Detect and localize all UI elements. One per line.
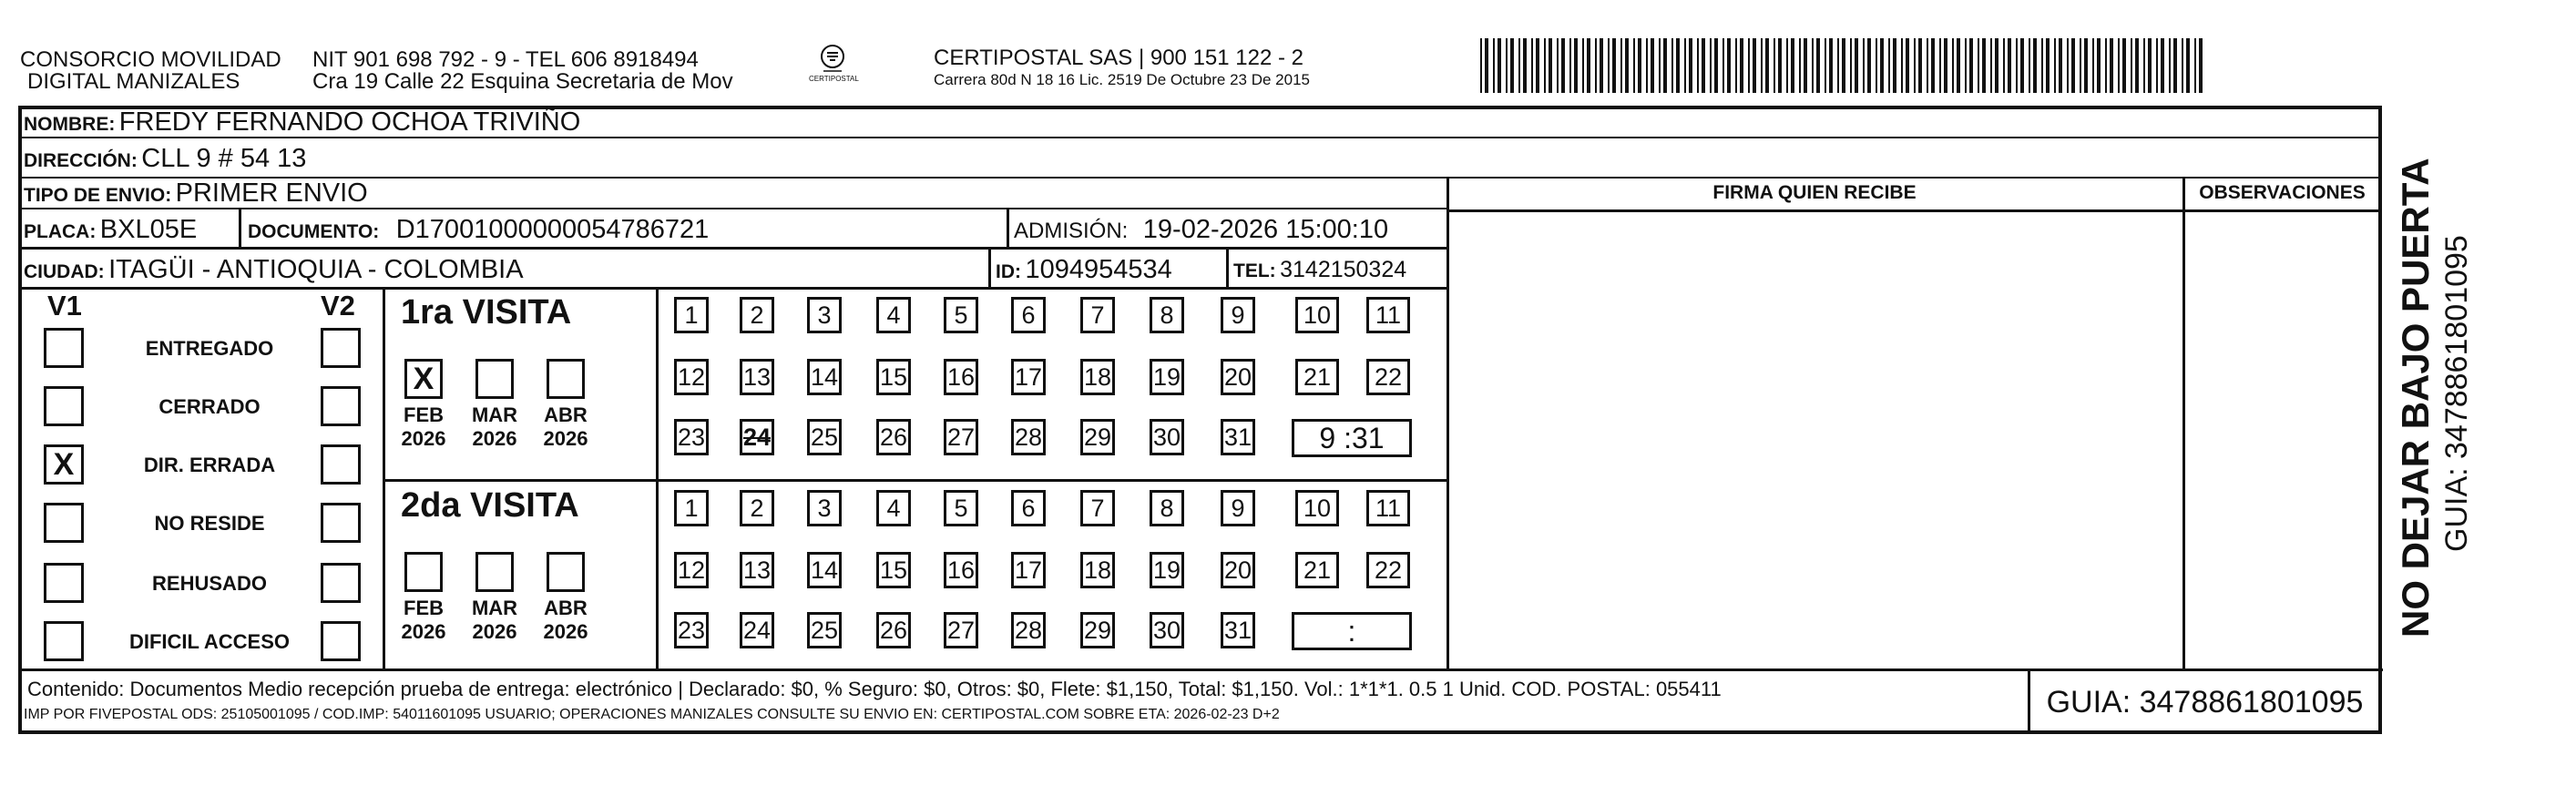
day-box[interactable]: 18 bbox=[1080, 552, 1115, 588]
barcode-bar bbox=[2029, 38, 2030, 93]
barcode-bar bbox=[1850, 38, 1852, 93]
day-box[interactable]: 29 bbox=[1080, 419, 1115, 455]
v2-label: V2 bbox=[321, 290, 355, 321]
day-box[interactable]: 1 bbox=[674, 490, 709, 526]
barcode-bar bbox=[1880, 38, 1884, 93]
barcode-bar bbox=[2156, 38, 2158, 93]
month-name: MAR bbox=[471, 597, 518, 619]
v2-checkbox[interactable] bbox=[321, 621, 361, 661]
day-box[interactable]: 7 bbox=[1080, 297, 1115, 333]
day-box[interactable]: 27 bbox=[944, 419, 978, 455]
day-box[interactable]: 15 bbox=[876, 359, 911, 395]
barcode-bar bbox=[2173, 38, 2177, 93]
barcode-bar bbox=[1697, 38, 1699, 93]
barcode-bar bbox=[1544, 38, 1546, 93]
barcode-bar bbox=[1740, 38, 1743, 93]
barcode-bar bbox=[1625, 38, 1629, 93]
day-box[interactable]: 22 bbox=[1366, 552, 1410, 588]
v2-checkbox[interactable] bbox=[321, 503, 361, 543]
admission-label: ADMISIÓN: bbox=[1014, 219, 1129, 243]
barcode-bar bbox=[1799, 38, 1801, 93]
barcode-bar bbox=[1561, 38, 1565, 93]
city-label: CIUDAD: bbox=[24, 261, 105, 282]
day-box[interactable]: 5 bbox=[944, 490, 978, 526]
month-checkbox[interactable] bbox=[475, 552, 514, 592]
day-box[interactable]: 9 bbox=[1221, 490, 1255, 526]
barcode bbox=[1480, 38, 2209, 93]
nit-line: NIT 901 698 792 - 9 - TEL 606 8918494 bbox=[312, 47, 699, 72]
divider bbox=[988, 250, 991, 290]
side-guia: GUIA: 3478861801095 bbox=[2439, 235, 2474, 552]
day-box[interactable]: 19 bbox=[1150, 552, 1184, 588]
month-name: MAR bbox=[471, 403, 518, 426]
day-box[interactable]: 7 bbox=[1080, 490, 1115, 526]
name-row bbox=[20, 107, 2382, 138]
barcode-bar bbox=[2161, 38, 2164, 93]
day-box[interactable]: 30 bbox=[1150, 612, 1184, 648]
imp-line: IMP POR FIVEPOSTAL ODS: 25105001095 / COD.IMP: 54011601095 USUARIO; OPERACIONES MANIZALES CONSULTE SU ENVIO EN: CERTIPOSTAL.COM SOBRE ETA: 2026-02-23 D+2 bbox=[24, 707, 1280, 722]
v1-checkbox[interactable] bbox=[44, 386, 84, 426]
status-label: CERRADO bbox=[158, 395, 261, 418]
barcode-bar bbox=[1549, 38, 1552, 93]
day-box[interactable]: 18 bbox=[1080, 359, 1115, 395]
barcode-bar bbox=[1748, 38, 1750, 93]
barcode-bar bbox=[1710, 38, 1712, 93]
day-box[interactable]: 23 bbox=[674, 419, 709, 455]
barcode-bar bbox=[1876, 38, 1877, 93]
second-visit-title: 2da VISITA bbox=[401, 486, 579, 525]
barcode-bar bbox=[1506, 38, 1508, 93]
barcode-bar bbox=[1978, 38, 1979, 93]
barcode-bar bbox=[2092, 38, 2094, 93]
day-box[interactable]: 2 bbox=[740, 297, 774, 333]
contents-line: Contenido: Documentos Medio recepción prueba de entrega: electrónico | Declarado: $0, % Seguro: $0, Otros: $0, Flete: $1,150, Total: $1,150. Vol.: 1*1*1. 0.5 1 Unid. COD. POSTAL: 055411 bbox=[27, 678, 1722, 700]
barcode-bar bbox=[1863, 38, 1865, 93]
day-box[interactable]: 24 bbox=[740, 612, 774, 648]
barcode-bar bbox=[2046, 38, 2050, 93]
barcode-bar bbox=[1684, 38, 1686, 93]
day-box[interactable]: 16 bbox=[944, 552, 978, 588]
barcode-bar bbox=[1531, 38, 1533, 93]
day-box[interactable]: 6 bbox=[1011, 297, 1046, 333]
certipostal-logo-icon bbox=[814, 44, 851, 75]
barcode-bar bbox=[1791, 38, 1794, 93]
barcode-bar bbox=[2143, 38, 2145, 93]
barcode-bar bbox=[1536, 38, 1539, 93]
signature-area[interactable] bbox=[1450, 213, 2179, 665]
column-header-divider bbox=[1446, 209, 2382, 212]
company-address: Cra 19 Calle 22 Esquina Secretaria de Mov bbox=[312, 69, 733, 94]
barcode-bar bbox=[1671, 38, 1673, 93]
plate-value: BXL05E bbox=[99, 215, 198, 244]
barcode-bar bbox=[1965, 38, 1967, 93]
barcode-bar bbox=[1918, 38, 1922, 93]
barcode-bar bbox=[2054, 38, 2056, 93]
tel-field bbox=[1233, 257, 1406, 283]
guia-box: GUIA: 3478861801095 bbox=[2046, 685, 2364, 719]
barcode-bar bbox=[1722, 38, 1724, 93]
document-field bbox=[248, 215, 709, 245]
barcode-bar bbox=[1676, 38, 1680, 93]
day-box[interactable]: 15 bbox=[876, 552, 911, 588]
barcode-bar bbox=[1931, 38, 1935, 93]
barcode-bar bbox=[2110, 38, 2113, 93]
signature-column-divider bbox=[1446, 179, 1449, 668]
day-box[interactable]: 25 bbox=[807, 612, 842, 648]
barcode-bar bbox=[2169, 38, 2171, 93]
barcode-bar bbox=[2067, 38, 2069, 93]
barcode-bar bbox=[1518, 38, 1520, 93]
barcode-bar bbox=[1804, 38, 1807, 93]
visit-separator bbox=[383, 479, 1446, 482]
day-box[interactable]: 17 bbox=[1011, 359, 1046, 395]
barcode-bar bbox=[1689, 38, 1692, 93]
barcode-bar bbox=[1927, 38, 1928, 93]
v1-checkbox[interactable] bbox=[44, 621, 84, 661]
barcode-bar bbox=[1969, 38, 1973, 93]
barcode-bar bbox=[1939, 38, 1941, 93]
day-box[interactable]: 26 bbox=[876, 612, 911, 648]
address-label: DIRECCIÓN: bbox=[24, 150, 138, 171]
barcode-bar bbox=[1582, 38, 1584, 93]
v1-checkbox[interactable] bbox=[44, 503, 84, 543]
barcode-bar bbox=[2122, 38, 2126, 93]
barcode-bar bbox=[1659, 38, 1661, 93]
tel-value: 3142150324 bbox=[1280, 257, 1407, 282]
plate-label: PLACA: bbox=[24, 221, 97, 242]
barcode-bar bbox=[2016, 38, 2018, 93]
day-box[interactable]: 3 bbox=[807, 297, 842, 333]
status-label: NO RESIDE bbox=[154, 512, 265, 535]
barcode-bar bbox=[1608, 38, 1610, 93]
status-label: DIR. ERRADA bbox=[143, 454, 276, 476]
day-box[interactable]: 14 bbox=[807, 552, 842, 588]
day-box[interactable]: 9 bbox=[1221, 297, 1255, 333]
status-label: REHUSADO bbox=[152, 572, 267, 595]
v2-checkbox[interactable] bbox=[321, 444, 361, 485]
month-name: FEB bbox=[404, 403, 444, 426]
day-box[interactable]: 13 bbox=[740, 552, 774, 588]
observations-area[interactable] bbox=[2186, 213, 2379, 665]
shipping-label: TIPO DE ENVIO: bbox=[24, 185, 172, 206]
barcode-bar bbox=[1761, 38, 1763, 93]
barcode-bar bbox=[2041, 38, 2043, 93]
carrier-line1: CERTIPOSTAL SAS | 900 151 122 - 2 bbox=[934, 46, 1303, 70]
month-checkbox[interactable] bbox=[475, 359, 514, 399]
day-box[interactable]: 10 bbox=[1295, 297, 1339, 333]
v1-checkbox[interactable] bbox=[44, 328, 84, 368]
barcode-bar bbox=[1498, 38, 1501, 93]
day-box[interactable]: 27 bbox=[944, 612, 978, 648]
barcode-bar bbox=[1574, 38, 1578, 93]
shipping-row bbox=[20, 179, 1448, 209]
day-box[interactable]: 4 bbox=[876, 490, 911, 526]
v2-checkbox[interactable] bbox=[321, 328, 361, 368]
month-name: ABR bbox=[544, 403, 588, 426]
month-checkbox[interactable] bbox=[547, 552, 585, 592]
v1-checkbox[interactable]: X bbox=[44, 444, 84, 485]
barcode-bar bbox=[1735, 38, 1737, 93]
barcode-bar bbox=[1569, 38, 1571, 93]
barcode-bar bbox=[2097, 38, 2101, 93]
name-label: NOMBRE: bbox=[24, 114, 116, 135]
barcode-bar bbox=[1587, 38, 1590, 93]
day-box[interactable]: 6 bbox=[1011, 490, 1046, 526]
barcode-bar bbox=[2118, 38, 2120, 93]
barcode-bar bbox=[2148, 38, 2152, 93]
barcode-bar bbox=[1829, 38, 1833, 93]
barcode-bar bbox=[1595, 38, 1597, 93]
v1-checkbox[interactable] bbox=[44, 563, 84, 603]
month-year: 2026 bbox=[543, 620, 588, 643]
day-box[interactable]: 20 bbox=[1221, 552, 1255, 588]
company-name-line1: CONSORCIO MOVILIDAD bbox=[20, 47, 281, 72]
barcode-bar bbox=[1778, 38, 1782, 93]
barcode-bar bbox=[1842, 38, 1845, 93]
month-checkbox[interactable] bbox=[404, 552, 443, 592]
day-box[interactable]: 29 bbox=[1080, 612, 1115, 648]
day-box[interactable]: 31 bbox=[1221, 419, 1255, 455]
day-box[interactable]: 1 bbox=[674, 297, 709, 333]
barcode-bar bbox=[1620, 38, 1622, 93]
id-value: 1094954534 bbox=[1025, 255, 1172, 284]
barcode-bar bbox=[1557, 38, 1559, 93]
city-value: ITAGÜI - ANTIOQUIA - COLOMBIA bbox=[108, 255, 524, 284]
shipping-value: PRIMER ENVIO bbox=[175, 179, 368, 208]
barcode-bar bbox=[2020, 38, 2024, 93]
barcode-bar bbox=[1702, 38, 1705, 93]
barcode-bar bbox=[1914, 38, 1916, 93]
day-box[interactable]: 24 bbox=[740, 419, 774, 455]
barcode-bar bbox=[1901, 38, 1903, 93]
barcode-bar bbox=[1510, 38, 1514, 93]
divider bbox=[1226, 250, 1229, 290]
barcode-bar bbox=[2080, 38, 2081, 93]
barcode-bar bbox=[1727, 38, 1731, 93]
v2-checkbox[interactable] bbox=[321, 386, 361, 426]
day-box[interactable]: 13 bbox=[740, 359, 774, 395]
barcode-bar bbox=[1646, 38, 1648, 93]
divider bbox=[239, 209, 241, 250]
day-box[interactable]: 22 bbox=[1366, 359, 1410, 395]
day-box[interactable]: 11 bbox=[1366, 297, 1410, 333]
barcode-bar bbox=[1493, 38, 1495, 93]
day-box[interactable]: 26 bbox=[876, 419, 911, 455]
address-value: CLL 9 # 54 13 bbox=[141, 144, 307, 173]
barcode-bar bbox=[1812, 38, 1814, 93]
time-box[interactable]: 9 :31 bbox=[1292, 419, 1412, 457]
barcode-bar bbox=[2131, 38, 2132, 93]
day-box[interactable]: 21 bbox=[1295, 359, 1339, 395]
time-box[interactable]: : bbox=[1292, 612, 1412, 650]
day-box[interactable]: 11 bbox=[1366, 490, 1410, 526]
barcode-bar bbox=[1523, 38, 1527, 93]
barcode-bar bbox=[1765, 38, 1769, 93]
barcode-bar bbox=[2003, 38, 2005, 93]
barcode-bar bbox=[1774, 38, 1775, 93]
company-name-line2: DIGITAL MANIZALES bbox=[27, 69, 240, 94]
barcode-bar bbox=[1995, 38, 1998, 93]
barcode-bar bbox=[1651, 38, 1654, 93]
barcode-bar bbox=[1825, 38, 1826, 93]
barcode-bar bbox=[2033, 38, 2037, 93]
barcode-bar bbox=[1638, 38, 1641, 93]
barcode-bar bbox=[2084, 38, 2088, 93]
day-box[interactable]: 4 bbox=[876, 297, 911, 333]
day-box[interactable]: 2 bbox=[740, 490, 774, 526]
month-year: 2026 bbox=[401, 620, 446, 643]
status-label: DIFICIL ACCESO bbox=[128, 630, 290, 653]
barcode-bar bbox=[2199, 38, 2203, 93]
month-name: ABR bbox=[544, 597, 588, 619]
barcode-bar bbox=[2059, 38, 2062, 93]
barcode-bar bbox=[1982, 38, 1986, 93]
id-label: ID: bbox=[996, 261, 1021, 282]
day-box[interactable]: 25 bbox=[807, 419, 842, 455]
barcode-bar bbox=[1952, 38, 1954, 93]
month-year: 2026 bbox=[472, 620, 517, 643]
month-checkbox[interactable]: X bbox=[404, 359, 443, 399]
day-box[interactable]: 5 bbox=[944, 297, 978, 333]
no-dejar-warning: NO DEJAR BAJO PUERTA bbox=[2394, 158, 2437, 638]
day-box[interactable]: 17 bbox=[1011, 552, 1046, 588]
day-box[interactable]: 8 bbox=[1150, 297, 1184, 333]
day-box[interactable]: 10 bbox=[1295, 490, 1339, 526]
barcode-bar bbox=[2186, 38, 2190, 93]
barcode-bar bbox=[1888, 38, 1890, 93]
month-name: FEB bbox=[404, 597, 444, 619]
id-field bbox=[996, 255, 1172, 285]
barcode-bar bbox=[1714, 38, 1718, 93]
barcode-bar bbox=[1485, 38, 1488, 93]
signature-header: FIRMA QUIEN RECIBE bbox=[1712, 182, 1917, 203]
logo-caption: CERTIPOSTAL bbox=[809, 75, 859, 83]
barcode-bar bbox=[1600, 38, 1603, 93]
barcode-bar bbox=[1633, 38, 1635, 93]
day-box[interactable]: 31 bbox=[1221, 612, 1255, 648]
document-label: DOCUMENTO: bbox=[248, 221, 380, 242]
barcode-bar bbox=[2105, 38, 2107, 93]
document-value: D17001000000054786721 bbox=[395, 215, 710, 244]
admission-field bbox=[1014, 215, 1388, 245]
day-box[interactable]: 3 bbox=[807, 490, 842, 526]
barcode-bar bbox=[1753, 38, 1756, 93]
v1-label: V1 bbox=[47, 290, 82, 321]
first-visit-title: 1ra VISITA bbox=[401, 293, 572, 332]
admission-value: 19-02-2026 15:00:10 bbox=[1142, 215, 1389, 244]
day-box[interactable]: 28 bbox=[1011, 419, 1046, 455]
barcode-bar bbox=[2182, 38, 2183, 93]
day-box[interactable]: 12 bbox=[674, 552, 709, 588]
month-year: 2026 bbox=[401, 427, 446, 450]
observations-header: OBSERVACIONES bbox=[2199, 182, 2366, 203]
barcode-bar bbox=[1893, 38, 1896, 93]
day-box[interactable]: 16 bbox=[944, 359, 978, 395]
name-value: FREDY FERNANDO OCHOA TRIVIÑO bbox=[118, 107, 581, 137]
barcode-bar bbox=[1906, 38, 1909, 93]
divider bbox=[1007, 209, 1009, 250]
barcode-bar bbox=[1944, 38, 1947, 93]
barcode-bar bbox=[2135, 38, 2139, 93]
barcode-bar bbox=[1786, 38, 1788, 93]
barcode-bar bbox=[1816, 38, 1820, 93]
day-box[interactable]: 28 bbox=[1011, 612, 1046, 648]
day-box[interactable]: 21 bbox=[1295, 552, 1339, 588]
day-box[interactable]: 20 bbox=[1221, 359, 1255, 395]
barcode-bar bbox=[1663, 38, 1667, 93]
day-box[interactable]: 12 bbox=[674, 359, 709, 395]
barcode-bar bbox=[2008, 38, 2011, 93]
v2-checkbox[interactable] bbox=[321, 563, 361, 603]
month-checkbox[interactable] bbox=[547, 359, 585, 399]
barcode-bar bbox=[1855, 38, 1858, 93]
carrier-line2: Carrera 80d N 18 16 Lic. 2519 De Octubre 23 De 2015 bbox=[934, 71, 1310, 88]
barcode-bar bbox=[1990, 38, 1992, 93]
day-box[interactable]: 14 bbox=[807, 359, 842, 395]
address-row bbox=[20, 138, 2382, 179]
barcode-bar bbox=[1612, 38, 1616, 93]
status-label: ENTREGADO bbox=[145, 337, 274, 360]
observations-column-divider bbox=[2182, 179, 2185, 668]
barcode-bar bbox=[1867, 38, 1871, 93]
barcode-bar bbox=[2071, 38, 2075, 93]
day-box[interactable]: 19 bbox=[1150, 359, 1184, 395]
day-box[interactable]: 23 bbox=[674, 612, 709, 648]
day-box[interactable]: 30 bbox=[1150, 419, 1184, 455]
day-box[interactable]: 8 bbox=[1150, 490, 1184, 526]
barcode-bar bbox=[2194, 38, 2196, 93]
barcode-bar bbox=[1957, 38, 1960, 93]
month-year: 2026 bbox=[472, 427, 517, 450]
tel-label: TEL: bbox=[1233, 260, 1276, 281]
barcode-bar bbox=[1837, 38, 1839, 93]
barcode-bar bbox=[1480, 38, 1482, 93]
month-year: 2026 bbox=[543, 427, 588, 450]
